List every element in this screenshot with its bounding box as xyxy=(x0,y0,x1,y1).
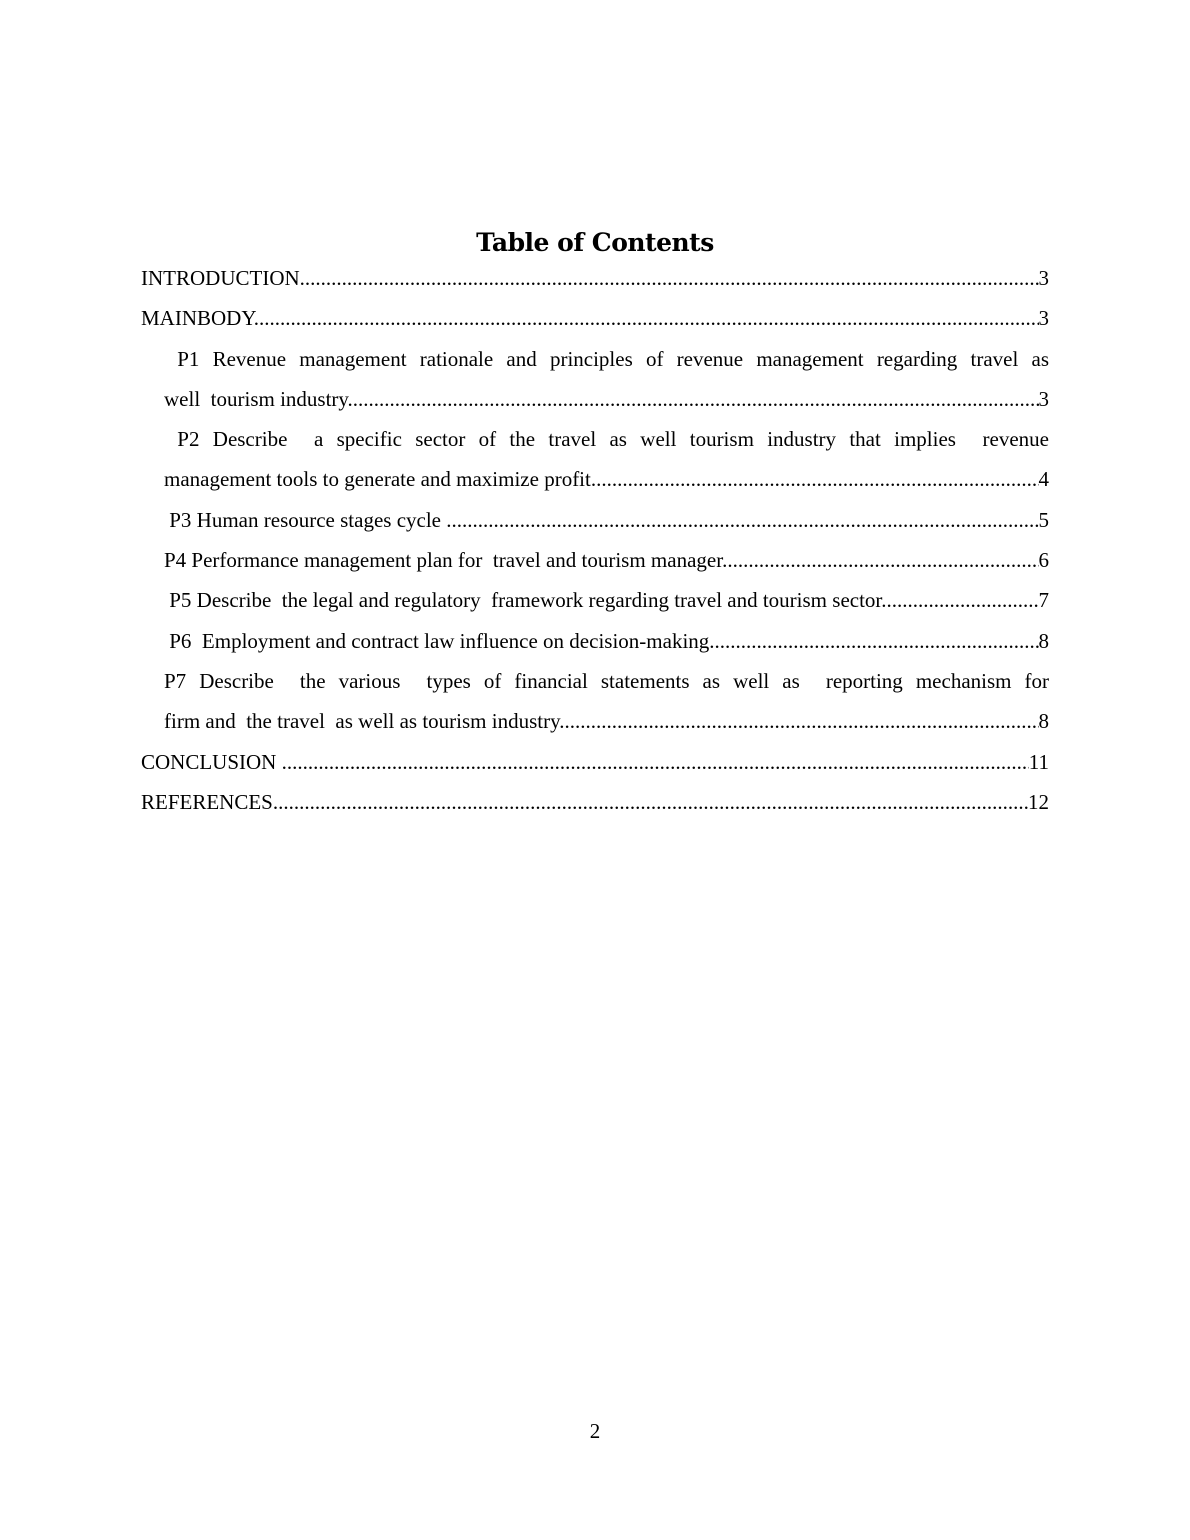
toc-entry-label: INTRODUCTION ..... xyxy=(141,258,1039,298)
toc-entry-label: P6 Employment and contract law influence on decision-making ..... xyxy=(164,621,1039,661)
toc-page-number: 8 xyxy=(1038,628,1049,653)
toc-entry-label: REFERENCES ..... xyxy=(141,782,1028,822)
toc-page-number: 8 xyxy=(1038,709,1049,734)
toc-entry-label-line1: P7 Describe the various types of financial statements as well as reporting mechanism for xyxy=(164,668,1049,693)
toc-entry-p1[interactable] xyxy=(141,339,1049,420)
toc-entry-label: CONCLUSION ..... xyxy=(141,742,1029,782)
toc-page-number: 3 xyxy=(1038,306,1049,331)
toc-entry-label: management tools to generate and maximize profit ..... xyxy=(164,459,1039,499)
toc-entry-mainbody[interactable] xyxy=(141,298,1049,338)
toc-entry-p2[interactable] xyxy=(141,419,1049,500)
toc-entry-p3[interactable] xyxy=(141,500,1049,540)
toc-entry-label-line1: P2 Describe a specific sector of the travel as well tourism industry that implies revenue xyxy=(164,427,1049,452)
toc-entry-label: well tourism industry ..... xyxy=(164,379,1039,419)
toc-page-number: 3 xyxy=(1038,386,1049,411)
toc-page-number: 12 xyxy=(1028,789,1049,814)
toc-page-number: 4 xyxy=(1038,467,1049,492)
toc-entry-p5[interactable] xyxy=(141,580,1049,620)
toc-page-number: 5 xyxy=(1038,507,1049,532)
toc-entry-references[interactable] xyxy=(141,782,1049,822)
toc-page-number: 3 xyxy=(1038,266,1049,290)
page-title: Table of Contents xyxy=(476,228,714,257)
toc-entry-label: P5 Describe the legal and regulatory framework regarding travel and tourism sector ..... xyxy=(164,580,1039,620)
page-number: 2 xyxy=(589,1419,601,1443)
toc-entry-label: P3 Human resource stages cycle ..... xyxy=(164,500,1039,540)
toc-page-number: 11 xyxy=(1028,749,1049,774)
toc-entry-p6[interactable] xyxy=(141,621,1049,661)
toc-page-number: 7 xyxy=(1038,588,1049,613)
toc-page-number: 6 xyxy=(1038,548,1049,573)
toc-entry-conclusion[interactable] xyxy=(141,742,1049,782)
table-of-contents xyxy=(141,258,1049,822)
toc-entry-label: P4 Performance management plan for travel and tourism manager ..... xyxy=(164,540,1039,580)
toc-entry-label: firm and the travel as well as tourism industry ..... xyxy=(164,701,1039,741)
toc-entry-p7[interactable] xyxy=(141,661,1049,742)
toc-entry-label: MAINBODY ..... xyxy=(141,298,1039,338)
toc-entry-introduction[interactable] xyxy=(141,258,1049,298)
toc-entry-p4[interactable] xyxy=(141,540,1049,580)
toc-entry-label-line1: P1 Revenue management rationale and principles of revenue management regarding travel as xyxy=(164,346,1049,371)
